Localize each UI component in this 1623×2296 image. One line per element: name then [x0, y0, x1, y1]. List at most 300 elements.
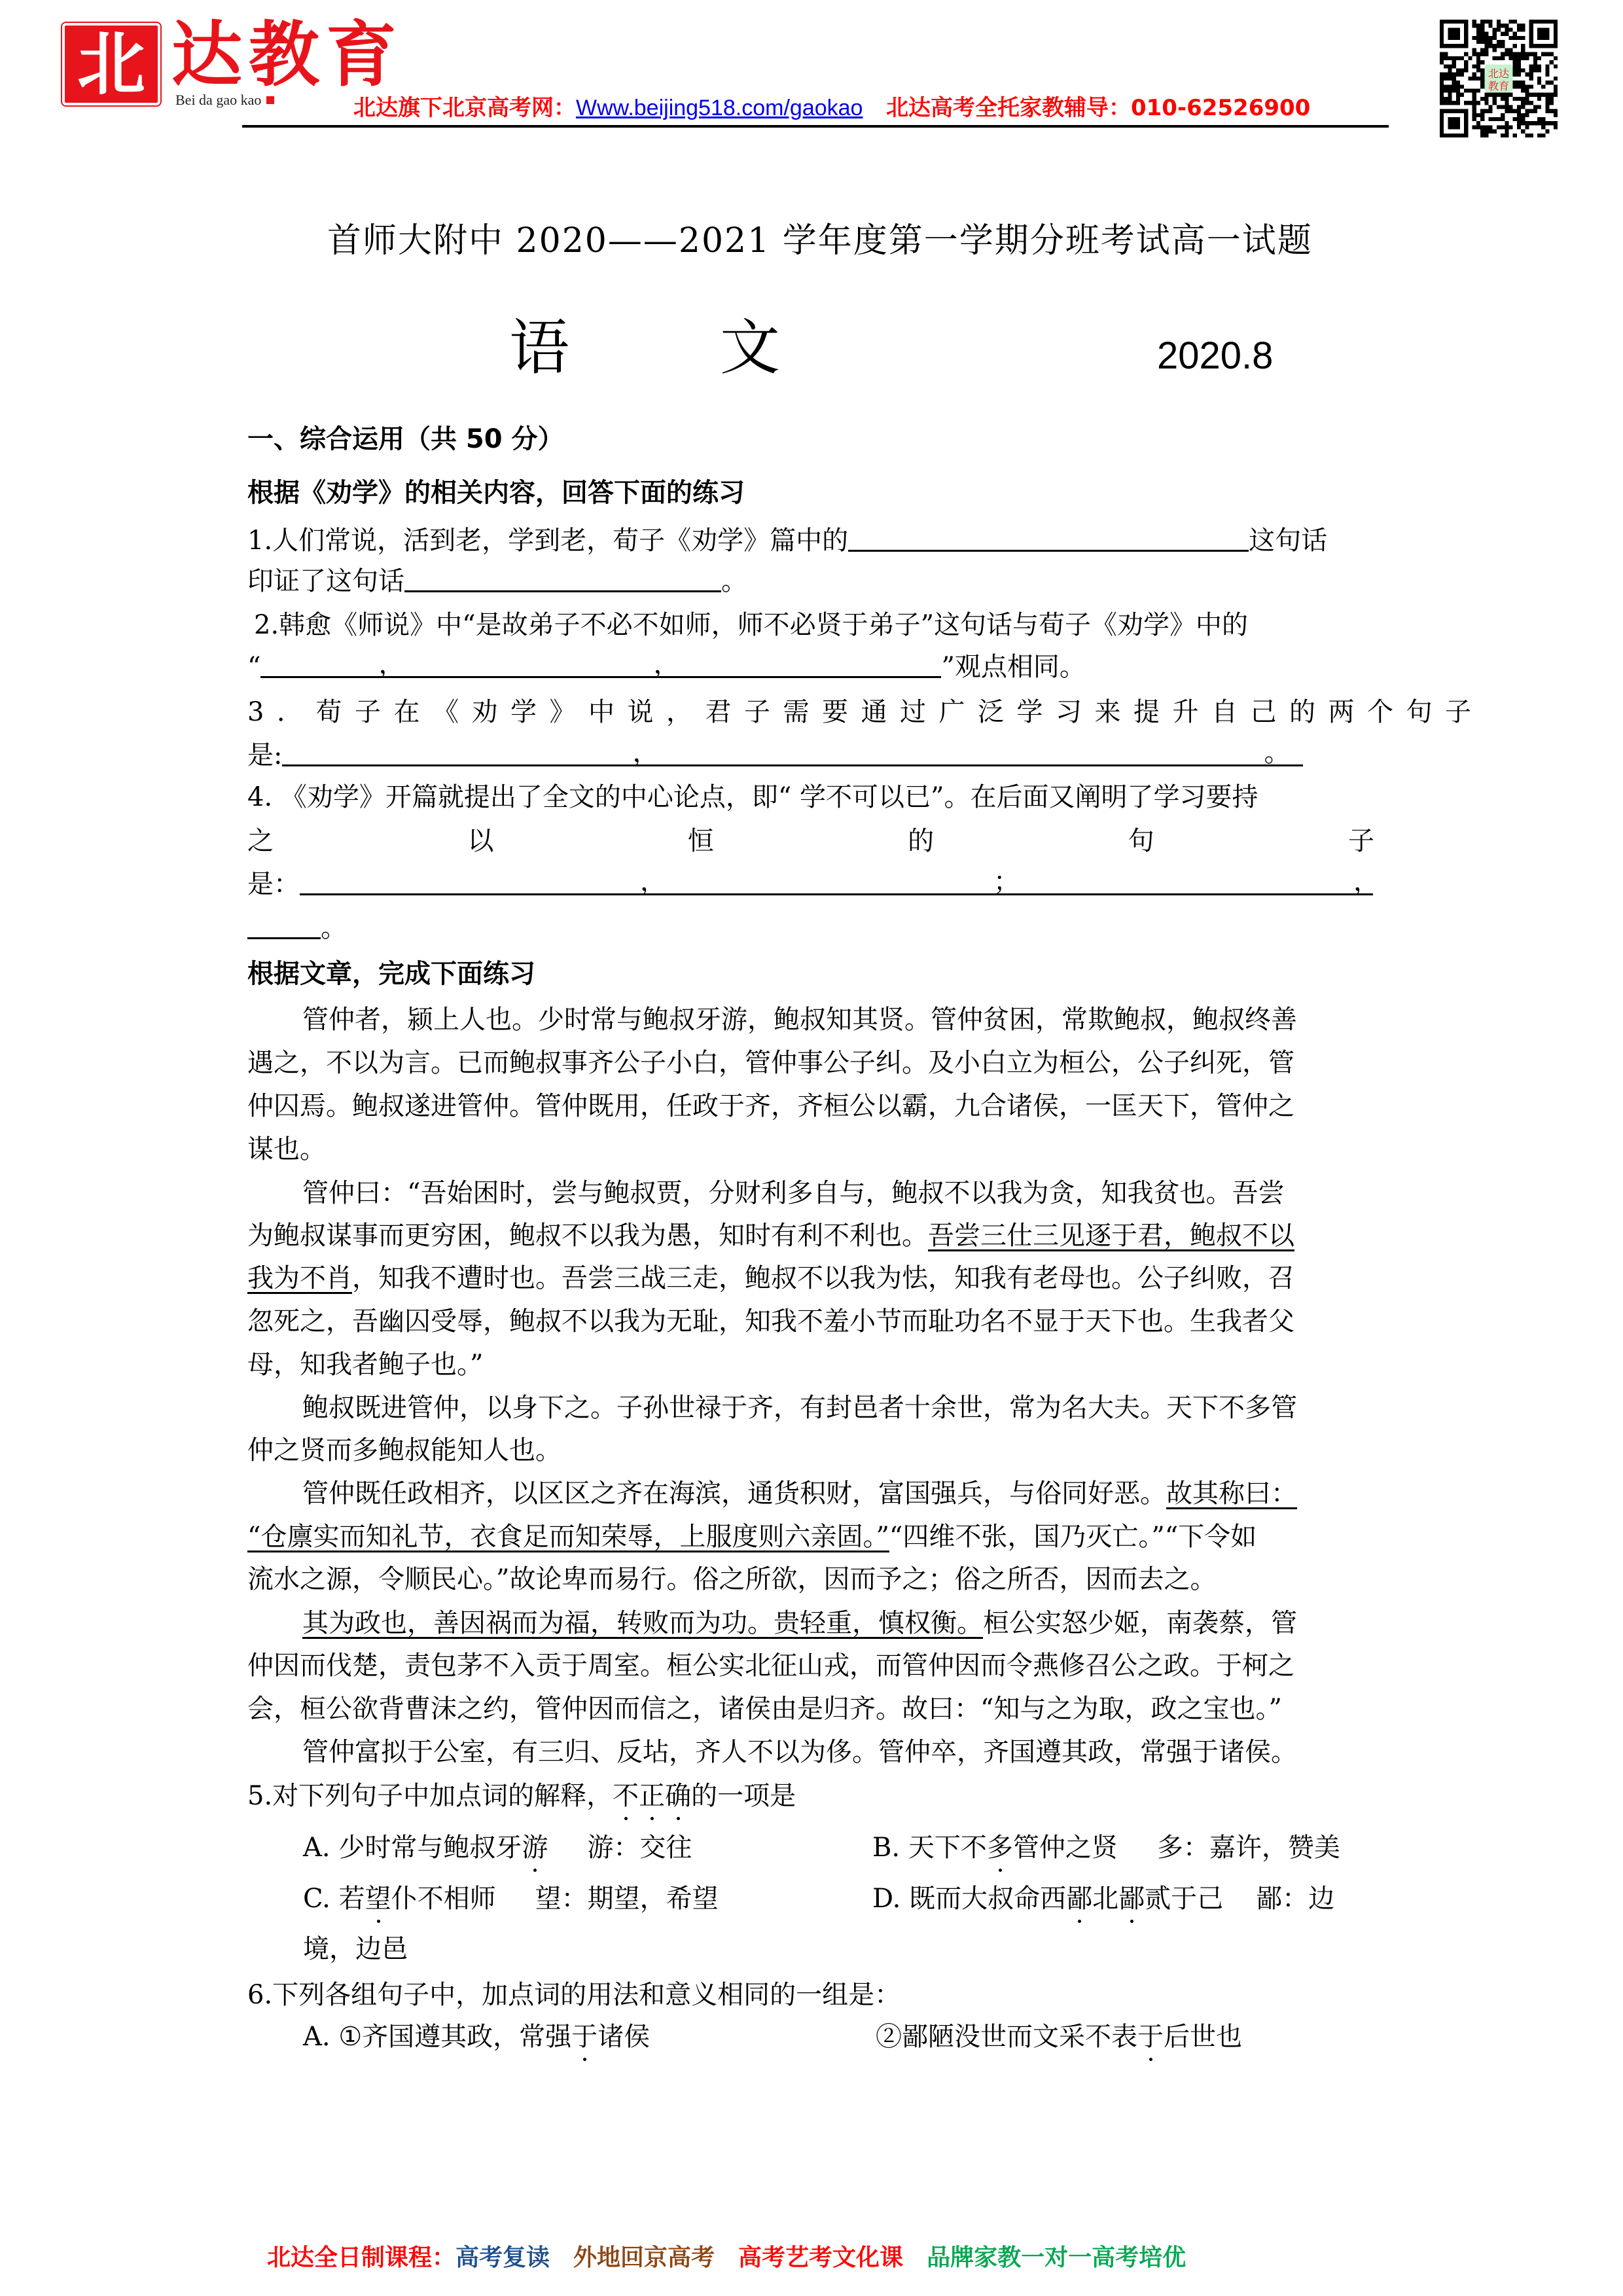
qr-module	[1513, 36, 1517, 40]
qr-module	[1529, 84, 1533, 88]
qr-module	[1550, 60, 1554, 64]
qr-module	[1480, 20, 1484, 24]
passage-line	[247, 1219, 1374, 1253]
qr-module	[1456, 81, 1460, 84]
qr-module	[1444, 73, 1448, 77]
qr-module	[1480, 117, 1484, 121]
qr-module	[1525, 134, 1529, 137]
qr-module	[1537, 27, 1550, 40]
qr-module	[1537, 56, 1541, 60]
qr-module	[1472, 64, 1476, 68]
qr-module	[1517, 81, 1521, 84]
qr-module	[1448, 73, 1452, 77]
qr-module	[1505, 134, 1508, 137]
qr-module	[1476, 101, 1480, 105]
qr-module	[1537, 68, 1541, 72]
qr-module	[1541, 117, 1545, 121]
q4-comma-2: ，	[1353, 867, 1380, 897]
qr-module	[1493, 56, 1497, 60]
qr-module	[1529, 73, 1533, 77]
qr-module	[1444, 77, 1448, 81]
qr-module	[1464, 101, 1468, 105]
qr-module	[1476, 60, 1480, 64]
dotted-word: 于	[1137, 2022, 1164, 2052]
qr-module	[1541, 84, 1545, 88]
question-5-stem	[247, 1779, 1374, 1813]
q5-option-d[interactable]	[872, 1882, 1334, 1916]
qr-module	[1550, 52, 1554, 56]
qr-module	[1476, 40, 1480, 44]
dotted-word: 游	[522, 1833, 548, 1863]
qr-module	[1480, 27, 1484, 31]
qr-module	[1493, 97, 1497, 101]
qr-module	[1545, 64, 1549, 68]
qr-module	[1521, 48, 1525, 52]
part-heading: 根据文章，完成下面练习	[247, 959, 535, 989]
q6-option-a[interactable]	[303, 2020, 650, 2054]
qr-module	[1476, 89, 1480, 93]
qr-module	[1517, 125, 1521, 129]
qr-module	[1517, 36, 1521, 40]
passage-line: 管仲富拟于公室，有三归、反坫，齐人不以为侈。管仲卒，齐国遵其政，常强于诸侯。	[302, 1737, 1297, 1767]
qr-module	[1488, 20, 1492, 24]
qr-module	[1488, 44, 1492, 48]
passage-line: 管仲曰：“吾始困时，尝与鲍叔贾，分财利多自与，鲍叔不以我为贪，知我贫也。吾尝	[302, 1178, 1285, 1208]
option-label: C.	[303, 1884, 330, 1914]
qr-module	[1545, 68, 1549, 72]
exam-subtitle: 首师大附中 2020——2021 学年度第一学期分班考试高一试题	[327, 221, 1313, 260]
question-1-line-1	[247, 524, 1374, 558]
qr-module	[1517, 52, 1521, 56]
qr-module	[1472, 77, 1476, 81]
qr-module	[1533, 105, 1537, 109]
qr-module	[1521, 44, 1525, 48]
qr-module	[1521, 121, 1525, 125]
qr-module	[1529, 121, 1533, 125]
qr-module	[1497, 24, 1501, 27]
q3-comma: ，	[632, 738, 659, 768]
qr-module	[1468, 89, 1472, 93]
qr-module	[1488, 93, 1492, 97]
qr-module	[1529, 77, 1533, 81]
qr-module	[1456, 101, 1460, 105]
qr-module	[1440, 52, 1444, 56]
qr-module	[1452, 81, 1456, 84]
passage-line: 仲之贤而多鲍叔能知人也。	[247, 1435, 562, 1465]
qr-module	[1484, 125, 1488, 129]
qr-module	[1517, 109, 1521, 113]
qr-module	[1444, 52, 1448, 56]
qr-module	[1525, 101, 1529, 105]
q3-period: 。	[1264, 738, 1291, 768]
qr-center-text-top: 北达	[1488, 67, 1510, 81]
qr-module	[1517, 117, 1521, 121]
brand-logo-mark	[62, 23, 160, 105]
qr-module	[1472, 48, 1476, 52]
qr-module	[1505, 105, 1508, 109]
red-square-icon	[266, 96, 274, 104]
q4-answer-blank[interactable]	[300, 867, 1380, 897]
qr-module	[1476, 64, 1480, 68]
qr-module	[1505, 97, 1508, 101]
qr-module	[1521, 24, 1525, 27]
qr-module	[1545, 73, 1549, 77]
dotted-word: 望	[365, 1884, 391, 1914]
qr-module	[1525, 97, 1529, 101]
qr-module	[1480, 24, 1484, 27]
dotted-char: 正	[639, 1781, 666, 1811]
qr-module	[1480, 68, 1484, 72]
qr-module	[1521, 68, 1525, 72]
qr-module	[1476, 125, 1480, 129]
qr-module	[1464, 64, 1468, 68]
qr-module	[1472, 117, 1476, 121]
passage-text: ，知我不遭时也。吾尝三战三走，鲍叔不以我为怯，知我有老母也。公子纠败，召	[352, 1263, 1294, 1293]
qr-module	[1484, 93, 1488, 97]
qr-module	[1488, 109, 1492, 113]
qr-module	[1554, 109, 1558, 113]
q5-stem-text: 的一项是	[691, 1781, 796, 1811]
qr-module	[1505, 48, 1508, 52]
qr-module	[1509, 56, 1513, 60]
qr-module	[1554, 56, 1558, 60]
passage-text: “四维不张，国乃灭亡。”“下令如	[889, 1522, 1257, 1552]
qr-module	[1452, 77, 1456, 81]
qr-module	[1472, 73, 1476, 77]
option-text: 后世也	[1164, 2022, 1242, 2052]
qr-module	[1464, 68, 1468, 72]
qr-module	[1497, 93, 1501, 97]
qr-module	[1521, 56, 1525, 60]
qr-module	[1537, 134, 1541, 137]
qr-module	[1533, 56, 1537, 60]
qr-module	[1493, 32, 1497, 36]
option-text: 贰于己	[1145, 1884, 1224, 1914]
qr-module	[1525, 73, 1529, 77]
qr-module	[1554, 84, 1558, 88]
qr-module	[1484, 109, 1488, 113]
qr-module	[1448, 89, 1452, 93]
passage-line: 忽死之，吾幽囚受辱，鲍叔不以我为无耻，知我不羞小节而耻功名不显于天下也。生我者父	[247, 1306, 1294, 1336]
q3-answer-blank[interactable]	[282, 738, 1303, 766]
qr-module	[1541, 134, 1545, 137]
qr-module	[1472, 36, 1476, 40]
option-label: B.	[872, 1833, 901, 1863]
qr-module	[1554, 121, 1558, 125]
qr-module	[1472, 101, 1476, 105]
qr-module	[1488, 105, 1492, 109]
qr-module	[1484, 134, 1488, 137]
qr-module	[1493, 27, 1497, 31]
passage-line: 仲囚焉。鲍叔遂进管仲。管仲既用，任政于齐，齐桓公以霸，九合诸侯，一匡天下，管仲之	[247, 1091, 1294, 1121]
qr-module	[1476, 121, 1480, 125]
qr-module	[1501, 44, 1505, 48]
qr-module	[1480, 113, 1484, 117]
qr-module	[1505, 27, 1508, 31]
exam-date: 2020.8	[1157, 334, 1274, 377]
qr-module	[1517, 113, 1521, 117]
qr-module	[1513, 60, 1517, 64]
qr-module	[1537, 81, 1541, 84]
qr-module	[1509, 27, 1513, 31]
option-text: 若	[338, 1884, 365, 1914]
qr-module	[1480, 36, 1484, 40]
passage-text: 为鲍叔谋事而更穷困，鲍叔不以我为愚，知时有利不利也。	[247, 1221, 928, 1251]
option-text: 天下不	[908, 1833, 987, 1863]
qr-module	[1440, 56, 1444, 60]
qr-module	[1472, 125, 1476, 129]
qr-module	[1448, 101, 1452, 105]
qr-module	[1533, 60, 1537, 64]
qr-module	[1517, 68, 1521, 72]
qr-module	[1525, 89, 1529, 93]
passage-line	[247, 1261, 1374, 1295]
qr-module	[1501, 24, 1505, 27]
q4-answer-blank-cont[interactable]	[247, 911, 321, 939]
question-4-line-3	[247, 867, 1380, 901]
passage-line: 母，知我者鲍子也。”	[247, 1350, 484, 1380]
q6-option-a-part-2	[876, 2020, 1242, 2054]
qr-module	[1472, 105, 1476, 109]
qr-module	[1525, 109, 1529, 113]
qr-module	[1456, 93, 1460, 97]
option-gloss: 鄙：边	[1256, 1884, 1335, 1914]
qr-module	[1444, 84, 1448, 88]
qr-module	[1501, 56, 1505, 60]
qr-module	[1472, 97, 1476, 101]
qr-module	[1505, 125, 1508, 129]
qr-module	[1505, 109, 1508, 113]
dotted-char: 不	[613, 1781, 639, 1811]
q4-spaced-char: 恒	[687, 826, 714, 856]
logo-mark-glyph: 北	[77, 24, 145, 104]
qr-module	[1480, 60, 1484, 64]
passage-line: 管仲者，颍上人也。少时常与鲍叔牙游，鲍叔知其贤。管仲贫困，常欺鲍叔，鲍叔终善	[302, 1005, 1297, 1035]
qr-module	[1525, 125, 1529, 129]
qr-module	[1529, 101, 1533, 105]
question-4-line-2	[247, 824, 1374, 858]
q5-option-a[interactable]	[303, 1831, 692, 1865]
qr-module	[1493, 101, 1497, 105]
subject-title	[509, 315, 780, 381]
qr-module	[1476, 27, 1480, 31]
q5-option-c[interactable]	[303, 1882, 719, 1916]
q2-tail: ”观点相同。	[941, 652, 1086, 682]
qr-module	[1554, 64, 1558, 68]
logo-subtitle-text: Bei da gao kao	[175, 92, 262, 108]
header-info-line	[353, 97, 1310, 119]
dotted-char: 确	[665, 1781, 692, 1811]
q5-option-b[interactable]	[872, 1831, 1340, 1865]
q4-spaced-char: 之	[247, 826, 274, 856]
qr-module	[1545, 81, 1549, 84]
qr-module	[1513, 52, 1517, 56]
qr-module	[1476, 24, 1480, 27]
q1-answer-blank-2[interactable]	[404, 564, 721, 592]
qr-module	[1464, 60, 1468, 64]
qr-module	[1493, 93, 1497, 97]
qr-module	[1444, 101, 1448, 105]
qr-module	[1488, 130, 1492, 134]
qr-module	[1505, 32, 1508, 36]
qr-module	[1513, 81, 1517, 84]
qr-module	[1525, 84, 1529, 88]
q4-comma-1: ，	[640, 867, 666, 897]
qr-module	[1476, 113, 1480, 117]
qr-module	[1537, 93, 1541, 97]
qr-module	[1533, 121, 1537, 125]
q1-text: 1.人们常说，活到老，学到老，荀子《劝学》篇中的	[247, 526, 849, 556]
qr-module	[1513, 20, 1517, 24]
qr-module	[1517, 24, 1521, 27]
qr-module	[1513, 97, 1517, 101]
qr-module	[1513, 117, 1517, 121]
qr-module	[1468, 77, 1472, 81]
qr-module	[1545, 52, 1549, 56]
qr-module	[1513, 109, 1517, 113]
qr-module	[1497, 40, 1501, 44]
question-1-line-2	[247, 564, 1374, 598]
qr-module	[1456, 84, 1460, 88]
qr-module	[1452, 56, 1456, 60]
q5-stem-text: 5.对下列句子中加点词的解释，	[247, 1781, 613, 1811]
qr-module	[1501, 117, 1505, 121]
qr-module	[1554, 89, 1558, 93]
option-text: ①齐国遵其政，常强	[338, 2022, 572, 2052]
qr-module	[1448, 77, 1452, 81]
qr-module	[1480, 130, 1484, 134]
qr-module	[1509, 105, 1513, 109]
qr-module	[1476, 56, 1480, 60]
qr-module	[1550, 81, 1554, 84]
qr-module	[1521, 84, 1525, 88]
open-quote: “	[247, 652, 261, 682]
qr-module	[1529, 134, 1533, 137]
qr-module	[1497, 125, 1501, 129]
qr-module	[1529, 68, 1533, 72]
qr-module	[1488, 125, 1492, 129]
qr-module	[1444, 64, 1448, 68]
section-heading: 一、综合运用（共 50 分）	[247, 424, 564, 454]
qr-module	[1521, 117, 1525, 121]
question-3-line-1: 3．荀子在《劝学》中说，君子需要通过广泛学习来提升自己的两个句子	[247, 697, 1484, 727]
question-4-line-4	[247, 911, 1374, 945]
qr-module	[1501, 32, 1505, 36]
qr-module	[1472, 93, 1476, 97]
qr-module	[1529, 52, 1533, 56]
option-text: 既而大叔命西	[909, 1884, 1067, 1914]
qr-module	[1513, 64, 1517, 68]
qr-module	[1554, 113, 1558, 117]
qr-module	[1513, 73, 1517, 77]
qr-module	[1476, 68, 1480, 72]
qr-module	[1550, 109, 1554, 113]
qr-module	[1480, 109, 1484, 113]
qr-module	[1476, 32, 1480, 36]
qr-module	[1525, 113, 1529, 117]
qr-module	[1484, 44, 1488, 48]
qr-module	[1545, 121, 1549, 125]
qr-module	[1533, 93, 1537, 97]
qr-module	[1545, 101, 1549, 105]
qr-module	[1476, 77, 1480, 81]
qr-module	[1517, 97, 1521, 101]
qr-module	[1488, 117, 1492, 121]
qr-module	[1533, 64, 1537, 68]
qr-module	[1472, 109, 1476, 113]
qr-module	[1444, 89, 1448, 93]
q2-comma-2: ，	[653, 649, 680, 679]
qr-module	[1521, 130, 1525, 134]
qr-module	[1448, 68, 1452, 72]
passage-line	[247, 1520, 1374, 1554]
qr-center-text-bottom: 教育	[1488, 79, 1510, 92]
qr-module	[1480, 40, 1484, 44]
qr-module	[1452, 73, 1456, 77]
qr-module	[1505, 121, 1508, 125]
qr-module	[1537, 121, 1541, 125]
qr-module	[1480, 97, 1484, 101]
qr-module	[1525, 56, 1529, 60]
option-gloss: 多：嘉许，赞美	[1156, 1833, 1340, 1863]
qr-module	[1484, 40, 1488, 44]
qr-module	[1501, 97, 1505, 101]
qr-module	[1529, 109, 1533, 113]
qr-module	[1525, 121, 1529, 125]
q2-answer-blank[interactable]	[260, 650, 941, 678]
subject-title-char: 语	[509, 313, 570, 383]
qr-module	[1550, 121, 1554, 125]
qr-module	[1440, 77, 1444, 81]
tutoring-label: 北达高考全托家教辅导：	[885, 95, 1131, 121]
qr-module	[1509, 20, 1513, 24]
qr-module	[1493, 130, 1497, 134]
qr-module	[1472, 89, 1476, 93]
qr-module	[1440, 60, 1444, 64]
qr-module	[1472, 24, 1476, 27]
qr-module	[1464, 89, 1468, 93]
question-3-line-2	[247, 738, 1374, 772]
underlined-sentence: 其为政也，善因祸而为福，转败而为功。贵轻重，慎权衡。	[302, 1608, 983, 1638]
qr-module	[1472, 52, 1476, 56]
qr-module	[1517, 64, 1521, 68]
option-text: 仆不相师	[391, 1884, 496, 1914]
qr-module	[1537, 77, 1541, 81]
q4-period: 。	[321, 913, 347, 943]
qr-module	[1460, 56, 1464, 60]
qr-module	[1505, 24, 1508, 27]
qr-module	[1550, 101, 1554, 105]
option-text: ②鄙陋没世而文采不表	[876, 2022, 1137, 2052]
qr-module	[1517, 84, 1521, 88]
footer-label: 北达全日制课程：	[267, 2244, 456, 2271]
passage-text: 管仲既任政相齐，以区区之齐在海滨，通货积财，富国强兵，与俗同好恶。	[302, 1479, 1166, 1509]
qr-module	[1541, 93, 1545, 97]
qr-module	[1497, 105, 1501, 109]
q1-answer-blank-1[interactable]	[848, 524, 1249, 552]
qr-module	[1472, 113, 1476, 117]
qr-module	[1541, 52, 1545, 56]
site-url-link[interactable]: Www.beijing518.com/gaokao	[576, 96, 863, 120]
qr-module	[1545, 130, 1549, 134]
qr-module	[1484, 130, 1488, 134]
qr-module	[1513, 134, 1517, 137]
q4-spaced-char: 以	[467, 826, 494, 856]
question-2-line-2	[247, 650, 1374, 684]
qr-module	[1545, 105, 1549, 109]
qr-module	[1550, 93, 1554, 97]
qr-module	[1505, 93, 1508, 97]
